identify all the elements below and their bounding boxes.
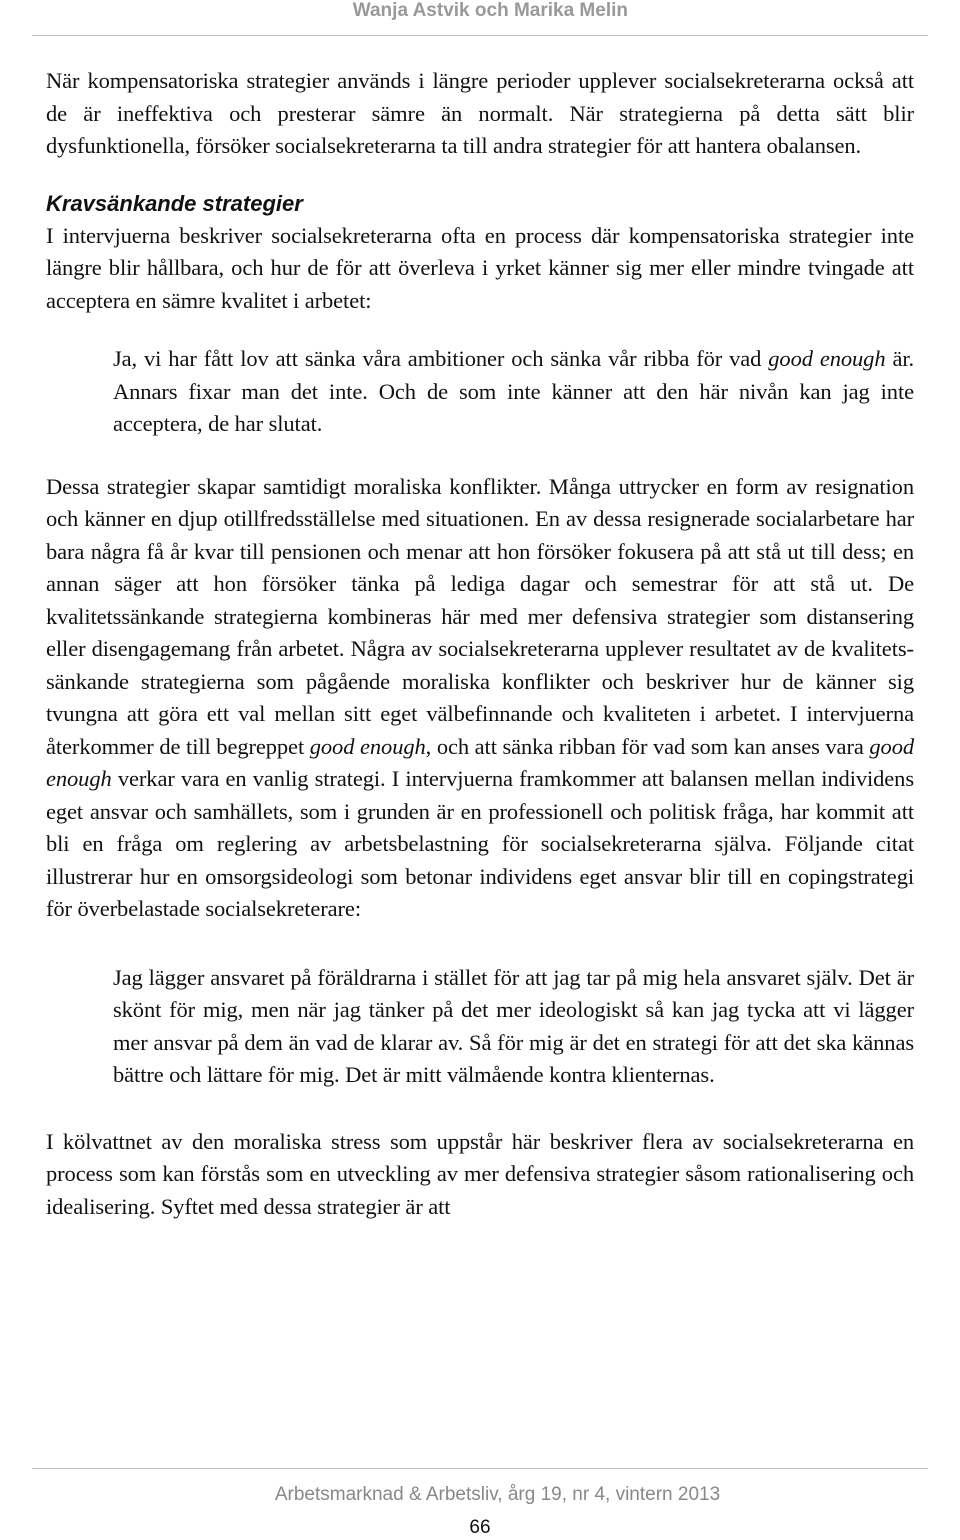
quote1-text-a: Ja, vi har fått lov att sänka våra ambitioner och sänka vår ribba för vad bbox=[113, 346, 769, 371]
footer-divider bbox=[32, 1468, 928, 1469]
paragraph-moral-stress: I kölvattnet av den moraliska stress som uppstår här beskriver flera av socialsekreterarna en process som kan förstås som en utveckling av mer defensiva strategier såsom rationalisering och idealisering. Syftet med dessa strategier är att bbox=[46, 1128, 914, 1219]
quote1-text-b: är. Annars fixar man det inte. Och de som inte känner att den här nivån kan jag inte acceptera, de har slutat. bbox=[113, 346, 915, 436]
para3-text-b: , och att sänka ribban för vad som kan anses vara bbox=[425, 733, 870, 759]
running-head-authors: Wanja Astvik och Marika Melin bbox=[352, 0, 628, 21]
section-heading: Kravsänkande strategier bbox=[46, 190, 303, 216]
interview-quote-1 bbox=[113, 343, 914, 441]
footer-journal-info: Arbetsmarknad & Arbetsliv, årg 19, nr 4, vintern 2013 bbox=[274, 1484, 721, 1505]
quote1-emphasis: good enough bbox=[768, 346, 886, 371]
paragraph-moral-conflicts bbox=[46, 471, 914, 926]
article-body bbox=[46, 65, 914, 1223]
para3-text-a: Dessa strategier skapar samtidigt moraliska konflikter. Många uttrycker en form av resignation och känner en djup otillfredsställelse med situationen. En av dessa resignerade socialarbetare har bara några få år kvar till pensionen och menar att hon försöker fokusera på att stå ut till dess; en annan säger att hon försöker tänka på lediga dagar och semestrar för att stå ut. De kvalitetssänkande strategierna kombineras här med mer defensiva strategier som distansering eller disengagemang från arbetet. Några av socialsekreterarna upplever resultatet av de kvalitetssänkande strategierna som pågående moraliska konflikter och beskriver hur de känner sig tvungna att göra ett val mellan sitt eget välbefinnande och kvaliteten i arbetet. I intervjuerna återkommer de till begreppet bbox=[46, 473, 914, 759]
interview-quote-2: Jag lägger ansvaret på föräldrarna i stället för att jag tar på mig hela ansvaret själv. Det är skönt för mig, men när jag tänker på det mer ideologiskt så kan jag tycka att vi lägger mer ansvar på dem än vad de klarar av. Så för mig är det en strategi för att det ska kännas bättre och lättare för mig. Det är mitt välmående kontra klienternas. bbox=[113, 964, 914, 1087]
para3-emphasis-2: good enough bbox=[46, 733, 914, 791]
paragraph-intro-interviews: I intervjuerna beskriver socialsekreterarna ofta en process där kompensatoriska strategier inte längre blir hållbara, och hur de för att överleva i yrket känner sig mer eller mindre tvingade att acceptera en sämre kvalitet i arbetet: bbox=[46, 222, 914, 313]
header-divider bbox=[32, 35, 928, 36]
paragraph-compensatory: När kompensatoriska strategier används i längre perioder upplever socialsekreterarna också att de är ineffektiva och presterar sämre än normalt. När strategierna på detta sätt blir dysfunktionella, försöker socialsekreterarna ta till andra strategier för att hantera obalansen. bbox=[46, 68, 914, 158]
para3-text-c: verkar vara en vanlig strategi. I intervjuerna framkommer att balansen mellan individens eget ansvar och samhällets, som i grunden är en professionell och politisk fråga, har kommit att bli en fråga om reglering av arbetsbelastning för socialsekreterarna själva. Följande citat illustrerar hur en omsorgsideologi som betonar individens eget ansvar blir till en copingstrategi för överbelastade socialsekreterare: bbox=[46, 766, 914, 921]
page-number: 66 bbox=[469, 1517, 491, 1538]
para3-emphasis-1: good enough bbox=[309, 733, 426, 759]
